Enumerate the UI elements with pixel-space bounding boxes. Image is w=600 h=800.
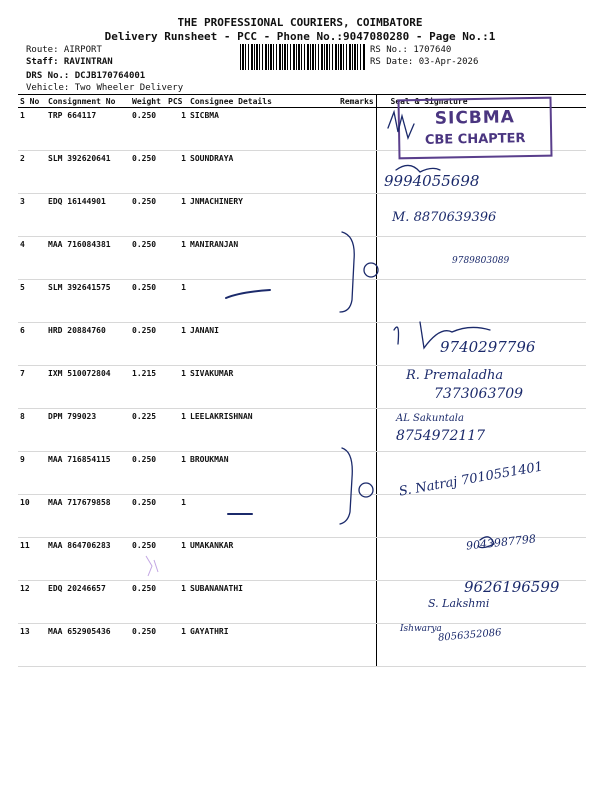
weight-cell: 0.250 xyxy=(130,452,166,495)
signature-row13-name: Ishwarya xyxy=(400,624,442,634)
sno-cell: 1 xyxy=(18,108,46,151)
pcs-cell: 1 xyxy=(166,280,188,323)
circle-mark-row4 xyxy=(364,263,378,277)
signature-row7-name: R. Premaladha xyxy=(406,368,504,383)
circle-mark-row9 xyxy=(359,483,373,497)
weight-cell: 0.250 xyxy=(130,323,166,366)
signature-row2: 9994055698 xyxy=(384,172,480,190)
pcs-cell: 1 xyxy=(166,108,188,151)
company-title: THE PROFESSIONAL COURIERS, COIMBATORE xyxy=(177,16,423,29)
consignment-cell: EDQ 16144901 xyxy=(46,194,130,237)
signature-row11: 9043987798 xyxy=(465,532,537,553)
rs-number: RS No.: 1707640 xyxy=(370,45,452,55)
weight-cell: 0.225 xyxy=(130,409,166,452)
consignee-cell: JNMACHINERY xyxy=(188,194,338,237)
sno-cell: 12 xyxy=(18,581,46,624)
weight-cell: 1.215 xyxy=(130,366,166,409)
pcs-cell: 1 xyxy=(166,237,188,280)
consignment-cell: MAA 716084381 xyxy=(46,237,130,280)
consignee-cell: UMAKANKAR xyxy=(188,538,338,581)
sicbma-stamp: SICBMA CBE CHAPTER xyxy=(397,97,552,160)
signature-row7-phone: 7373063709 xyxy=(434,386,524,402)
signature-row8-name: AL Sakuntala xyxy=(396,413,464,424)
bracket-row9-10 xyxy=(340,448,352,524)
consignee-cell: SOUNDRAYA xyxy=(188,151,338,194)
sno-cell: 13 xyxy=(18,624,46,667)
weight-cell: 0.250 xyxy=(130,581,166,624)
signature-scribble-row1 xyxy=(388,112,414,138)
dash-row5 xyxy=(226,290,270,298)
ink-smudge-row11 xyxy=(146,556,158,576)
staff-label: Staff: RAVINTRAN xyxy=(26,57,113,67)
weight-cell: 0.250 xyxy=(130,108,166,151)
weight-cell: 0.250 xyxy=(130,194,166,237)
sno-cell: 10 xyxy=(18,495,46,538)
rs-date: RS Date: 03-Apr-2026 xyxy=(370,57,479,67)
col-consignee: Consignee Details xyxy=(188,95,338,108)
pcs-cell: 1 xyxy=(166,323,188,366)
sno-cell: 2 xyxy=(18,151,46,194)
signature-row12-phone: 9626196599 xyxy=(464,578,560,596)
weight-cell: 0.250 xyxy=(130,280,166,323)
sno-cell: 9 xyxy=(18,452,46,495)
sno-cell: 5 xyxy=(18,280,46,323)
pcs-cell: 1 xyxy=(166,452,188,495)
signature-row12-name: S. Lakshmi xyxy=(428,597,490,610)
col-sno: S No xyxy=(18,95,46,108)
sno-cell: 3 xyxy=(18,194,46,237)
signature-scribble-row11 xyxy=(478,537,494,548)
consignee-cell: GAYATHRI xyxy=(188,624,338,667)
consignment-cell: SLM 392641575 xyxy=(46,280,130,323)
signature-scribble-row2 xyxy=(396,165,440,172)
col-consignment: Consignment No xyxy=(46,95,130,108)
runsheet-subtitle: Delivery Runsheet - PCC - Phone No.:9047080280 - Page No.:1 xyxy=(104,30,496,43)
consignment-cell: IXM 510072804 xyxy=(46,366,130,409)
consignment-cell: MAA 717679858 xyxy=(46,495,130,538)
consignment-cell: SLM 392620641 xyxy=(46,151,130,194)
signature-row13-phone: 8056352086 xyxy=(437,627,502,644)
consignee-cell: MANIRANJAN xyxy=(188,237,338,280)
sno-cell: 7 xyxy=(18,366,46,409)
signature-row3: M. 8870639396 xyxy=(392,210,497,225)
consignee-cell: SIVAKUMAR xyxy=(188,366,338,409)
consignee-cell: BROUKMAN xyxy=(188,452,338,495)
consignment-cell: DPM 799023 xyxy=(46,409,130,452)
col-weight: Weight xyxy=(130,95,166,108)
pcs-cell: 1 xyxy=(166,366,188,409)
sno-cell: 4 xyxy=(18,237,46,280)
signature-row6: 9740297796 xyxy=(440,338,536,356)
weight-cell: 0.250 xyxy=(130,151,166,194)
sno-cell: 11 xyxy=(18,538,46,581)
col-pcs: PCS xyxy=(166,95,188,108)
consignment-cell: EDQ 20246657 xyxy=(46,581,130,624)
weight-cell: 0.250 xyxy=(130,538,166,581)
weight-cell: 0.250 xyxy=(130,624,166,667)
consignee-cell: JANANI xyxy=(188,323,338,366)
consignment-cell: MAA 652905436 xyxy=(46,624,130,667)
signature-row8-phone: 8754972117 xyxy=(396,428,486,444)
consignment-cell: TRP 664117 xyxy=(46,108,130,151)
pcs-cell: 1 xyxy=(166,151,188,194)
signature-row9: S. Natraj 7010551401 xyxy=(397,459,545,500)
pcs-cell: 1 xyxy=(166,409,188,452)
signature-scribble-row6 xyxy=(394,322,490,348)
consignee-cell: SUBANANATHI xyxy=(188,581,338,624)
consignee-cell: LEELAKRISHNAN xyxy=(188,409,338,452)
sno-cell: 8 xyxy=(18,409,46,452)
route-label: Route: AIRPORT xyxy=(26,45,102,55)
pcs-cell: 1 xyxy=(166,538,188,581)
consignee-cell: SICBMA xyxy=(188,108,338,151)
bracket-row4-5 xyxy=(340,232,354,312)
sno-cell: 6 xyxy=(18,323,46,366)
consignment-cell: MAA 864706283 xyxy=(46,538,130,581)
col-remarks: Remarks xyxy=(338,95,376,108)
consignment-cell: HRD 20884760 xyxy=(46,323,130,366)
weight-cell: 0.250 xyxy=(130,495,166,538)
col-seal-signature: Seal & Signature xyxy=(376,95,586,108)
pcs-cell: 1 xyxy=(166,495,188,538)
vehicle-label: Vehicle: Two Wheeler Delivery xyxy=(26,83,184,93)
consignment-cell: MAA 716854115 xyxy=(46,452,130,495)
drs-number: DRS No.: DCJB170764001 xyxy=(26,71,146,81)
pcs-cell: 1 xyxy=(166,581,188,624)
signature-row4: 9789803089 xyxy=(452,256,510,266)
weight-cell: 0.250 xyxy=(130,237,166,280)
pcs-cell: 1 xyxy=(166,624,188,667)
pcs-cell: 1 xyxy=(166,194,188,237)
